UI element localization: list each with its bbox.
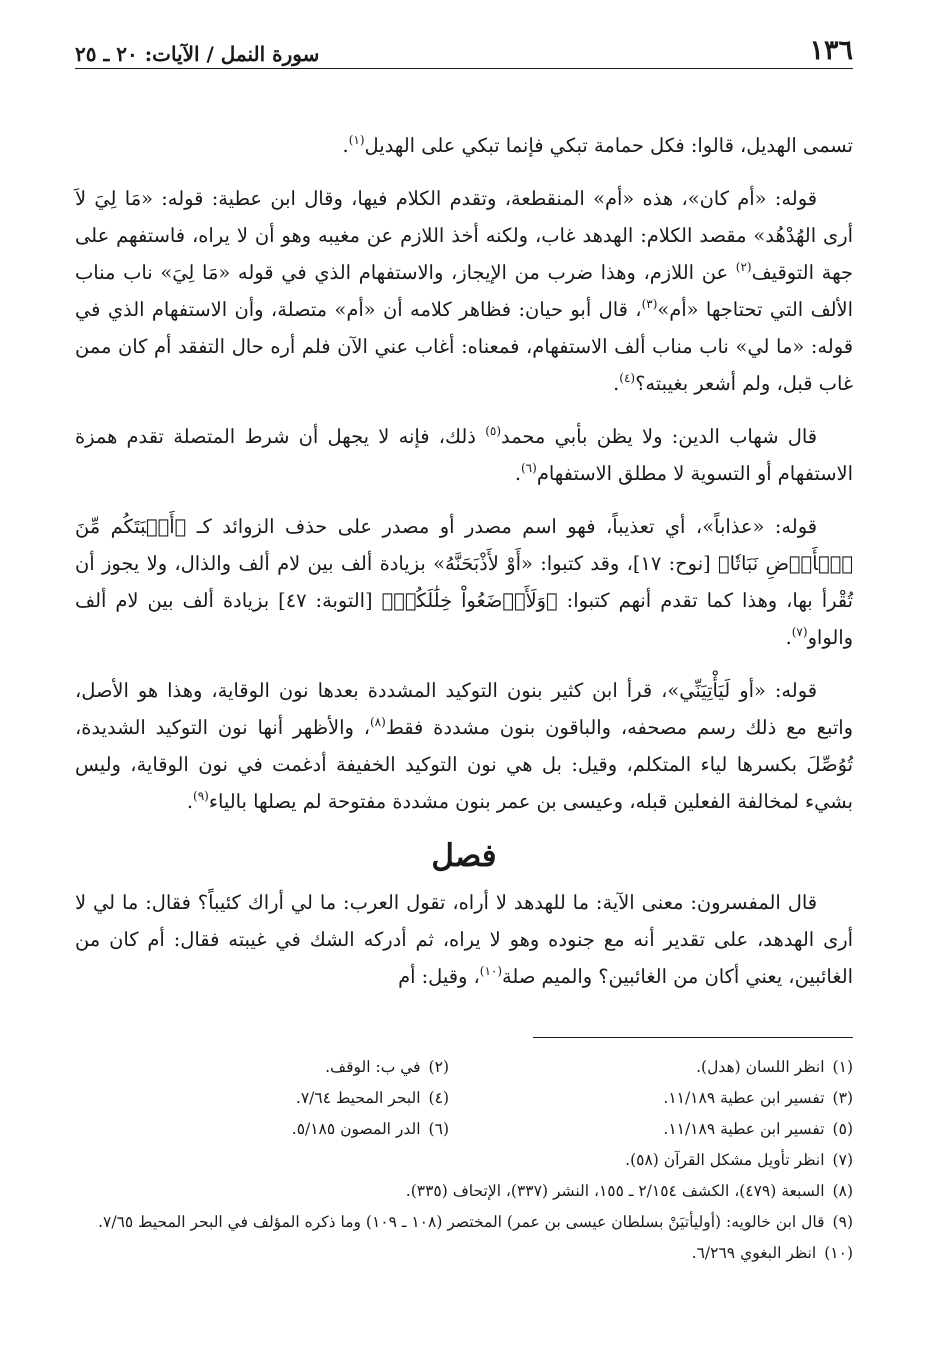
footnote: (٩) قال ابن خالويه: (أوليأتيَنْ بسلطان عيسى بن عمر) المختصر (١٠٨ ـ ١٠٩) وما ذكره المؤلف في البحر المحيط ٧/٦٥.: [98, 1213, 853, 1231]
footnote-divider: [533, 1037, 853, 1038]
paragraph: قوله: «عذاباً»، أي تعذيباً، فهو اسم مصدر أو مصدر على حذف الزوائد كـ ﴿أَنۢبَتَكُم مِّنَ ٱلۡأَرۡضِ نَبَاتٗا﴾ [نوح: ١٧]، وقد كتبوا: «أَوْ لأَذْبَحَنَّهُ» بزيادة ألف بين لام ألف والذال، ولا يجوز أن تُقْرأ بها، وهذا كما تقدم أنهم كتبوا: ﴿وَلَأَوۡضَعُواْ خِلَٰلَكُمۡ﴾ [التوبة: ٤٧] بزيادة ألف بين لام ألف والواو$^{(٧)}$.: [75, 515, 853, 649]
footnote-ref[interactable]: (٤): [619, 371, 636, 385]
section-heading: فصل: [431, 838, 497, 874]
paragraph: تسمى الهديل، قالوا: فكل حمامة تبكي فإنما تبكي على الهديل$^{(١)}$.: [342, 133, 853, 157]
footnote: (٨) السبعة (٤٧٩)، الكشف ٢/١٥٤ ـ ١٥٥، النشر (٣٣٧)، الإتحاف (٣٣٥).: [405, 1182, 853, 1200]
footnote: (٢) في ب: الوقف.: [325, 1058, 449, 1076]
footnote-ref[interactable]: (٩): [193, 789, 209, 803]
footnote-ref[interactable]: (٦): [520, 461, 537, 475]
footnote-ref[interactable]: (٥): [485, 424, 502, 438]
footnote-grid: [75, 1052, 853, 1145]
footnote-ref[interactable]: (١): [348, 133, 365, 147]
footnote: (٧) انظر تأويل مشكل القرآن (٥٨).: [625, 1151, 853, 1169]
footnotes: [75, 1052, 853, 1269]
page-number: ١٣٦: [809, 35, 853, 66]
footnote: (٣) تفسير ابن عطية ١١/١٨٩.: [663, 1089, 853, 1107]
paragraph: قوله: «أم كان»، هذه «أم» المنقطعة، وتقدم الكلام فيها، وقال ابن عطية: قوله: «مَا لِيَ لاَ أرى الهُدْهُد» مقصد الكلام: الهدهد غاب، ولكنه أخذ اللازم عن مغيبه وهو أن لا يراه، فاستفهم على جهة التوقيف$^{(٢)}$ عن اللازم، وهذا ضرب من الإيجاز، والاستفهام الذي في قوله «مَا لِيَ» ناب مناب الألف التي تحتاجها «أم»$^{(٣)}$، قال أبو حيان: فظاهر كلامه أن «أم» متصلة، وأن الاستفهام الذي في قوله: «ما لي» ناب مناب ألف الاستفهام، فمعناه: أغاب عني الآن فلم أره حال التفقد أم كان ممن غاب قبل، ولم أشعر بغيبته؟$^{(٤)}$.: [75, 187, 853, 395]
footnote-ref[interactable]: (٢): [735, 260, 752, 274]
footnote-ref[interactable]: (١٠): [479, 964, 503, 978]
paragraph: قوله: «أو لَيَأْتِيَنِّي»، قرأ ابن كثير بنون التوكيد المشددة بعدها نون الوقاية، وهذا هو الأصل، واتبع مع ذلك رسم مصحفه، والباقون بنون مشددة فقط$^{(٨)}$، والأظهر أنها نون التوكيد الشديدة، تُوُصِّلَ بكسرها لياء المتكلم، وقيل: بل هي نون التوكيد الخفيفة أدغمت في نون الوقاية، وليس بشيء لمخالفة الفعلين قبله، وعيسى بن عمر بنون مشددة مفتوحة لم يصلها بالياء$^{(٩)}$.: [75, 679, 853, 813]
running-head: سورة النمل / الآيات: ٢٠ ـ ٢٥: [75, 42, 320, 66]
footnote-ref[interactable]: (٨): [369, 715, 386, 729]
footnote: (١٠) انظر البغوي ٦/٢٦٩.: [691, 1244, 853, 1262]
paragraph: قال المفسرون: معنى الآية: ما للهدهد لا أراه، تقول العرب: ما لي أراك كئيباً؟ فقال: ما لي لا أرى الهدهد، على تقدير أنه مع جنوده وهو لا يراه، ثم أدركه الشك في غيبته فقال: أم كان من الغائبين، يعني أكان من الغائبين؟ والميم صلة$^{(١٠)}$، وقيل: أم: [75, 891, 853, 988]
footnote: (٥) تفسير ابن عطية ١١/١٨٩.: [663, 1120, 853, 1138]
book-page: [75, 30, 853, 1350]
footnote: (٦) الدر المصون ٥/١٨٥.: [291, 1120, 449, 1138]
footnote: (١) انظر اللسان (هدل).: [696, 1058, 853, 1076]
page-header: [75, 30, 853, 69]
footnote-ref[interactable]: (٣): [641, 297, 658, 311]
main-text: [75, 127, 853, 995]
footnote: (٤) البحر المحيط ٧/٦٤.: [295, 1089, 449, 1107]
footnote-ref[interactable]: (٧): [791, 625, 808, 639]
paragraph: قال شهاب الدين: ولا يظن بأبي محمد$^{(٥)}$ ذلك، فإنه لا يجهل أن شرط المتصلة تقدم همزة الاستفهام أو التسوية لا مطلق الاستفهام$^{(٦)}$.: [75, 424, 853, 485]
